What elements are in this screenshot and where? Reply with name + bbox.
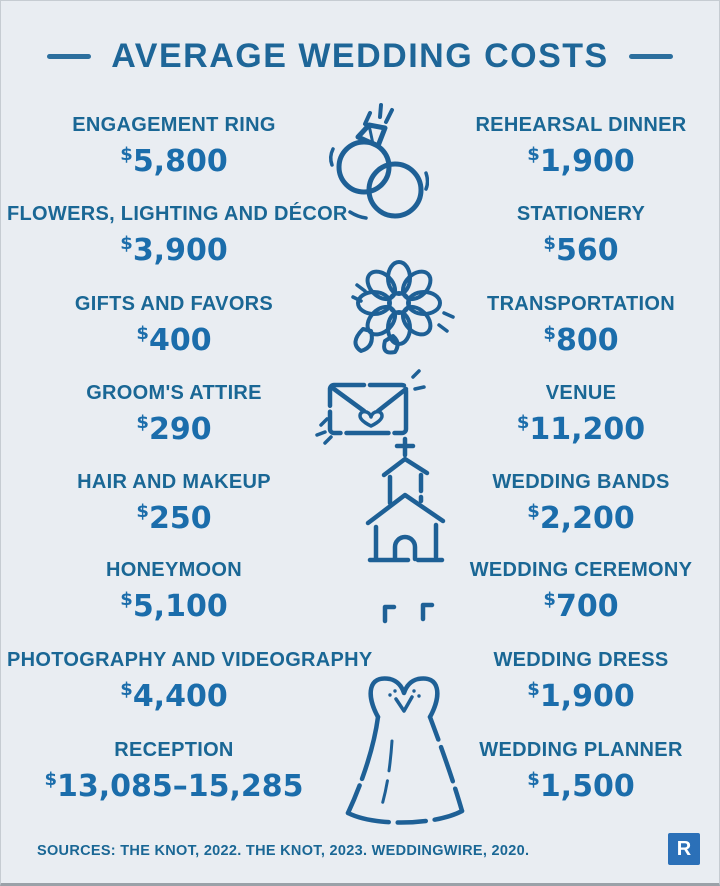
cost-label: WEDDING CEREMONY — [469, 559, 693, 581]
cost-price: $250 — [136, 501, 212, 536]
cost-label: VENUE — [545, 382, 617, 404]
cost-label: GIFTS AND FAVORS — [74, 293, 274, 315]
title-dash-right — [629, 54, 673, 59]
cost-label: WEDDING DRESS — [493, 649, 669, 671]
dollar-sign: $ — [527, 501, 540, 522]
cost-item-photography-videography — [7, 648, 373, 714]
dollar-sign: $ — [120, 589, 133, 610]
dollar-sign: $ — [543, 323, 556, 344]
cost-item-wedding-dress — [451, 648, 711, 714]
cost-item-transportation — [451, 292, 711, 358]
cost-label: RECEPTION — [114, 739, 234, 761]
cost-price: $800 — [543, 323, 619, 358]
wedding-dress-icon — [332, 591, 477, 829]
church-icon — [348, 435, 463, 563]
cost-label: PHOTOGRAPHY AND VIDEOGRAPHY — [7, 649, 373, 671]
dollar-sign: $ — [136, 412, 149, 433]
cost-item-wedding-planner — [451, 738, 711, 804]
cost-label: HAIR AND MAKEUP — [77, 471, 271, 493]
dollar-sign: $ — [543, 233, 556, 254]
cost-price: $290 — [136, 412, 212, 447]
cost-label: STATIONERY — [516, 203, 646, 225]
dollar-sign: $ — [543, 589, 556, 610]
dollar-sign: $ — [527, 144, 540, 165]
cost-price: $3,900 — [120, 233, 228, 268]
engagement-rings-icon — [324, 97, 429, 222]
flower-icon — [341, 247, 456, 355]
page-title: AVERAGE WEDDING COSTS — [111, 37, 609, 75]
dollar-sign: $ — [136, 323, 149, 344]
title-dash-left — [47, 54, 91, 59]
cost-price: $5,100 — [120, 589, 228, 624]
cost-item-wedding-ceremony — [451, 558, 711, 624]
cost-price: $2,200 — [527, 501, 635, 536]
cost-price: $4,400 — [120, 679, 228, 714]
cost-item-flowers-lighting-decor — [7, 202, 348, 268]
dollar-sign: $ — [44, 769, 57, 790]
cost-item-hair-and-makeup — [7, 470, 341, 536]
cost-price: $1,900 — [527, 144, 635, 179]
dollar-sign: $ — [136, 501, 149, 522]
cost-price: $13,085–15,285 — [44, 769, 304, 804]
cost-item-reception — [7, 738, 341, 804]
title-row — [1, 37, 719, 76]
dollar-sign: $ — [516, 412, 530, 433]
cost-label: REHEARSAL DINNER — [475, 114, 687, 136]
cost-label: FLOWERS, LIGHTING AND DÉCOR — [7, 203, 348, 225]
ramsey-logo — [668, 833, 700, 865]
cost-label: WEDDING BANDS — [492, 471, 670, 493]
ramsey-logo-letter: R — [676, 838, 692, 860]
dollar-sign: $ — [120, 233, 133, 254]
cost-price: $560 — [543, 233, 619, 268]
cost-price: $1,500 — [527, 769, 635, 804]
sources-note: SOURCES: THE KNOT, 2022. THE KNOT, 2023. WEDDINGWIRE, 2020. — [37, 843, 530, 859]
cost-label: GROOM'S ATTIRE — [86, 382, 262, 404]
cost-price: $5,800 — [120, 144, 228, 179]
cost-label: WEDDING PLANNER — [479, 739, 683, 761]
cost-price: $11,200 — [516, 412, 646, 447]
cost-price: $1,900 — [527, 679, 635, 714]
cost-item-venue — [451, 381, 711, 447]
cost-item-rehearsal-dinner — [451, 113, 711, 179]
cost-item-stationery — [451, 202, 711, 268]
dollar-sign: $ — [120, 144, 133, 165]
dollar-sign: $ — [527, 679, 540, 700]
dollar-sign: $ — [120, 679, 133, 700]
cost-item-engagement-ring — [7, 113, 341, 179]
dollar-sign: $ — [527, 769, 540, 790]
cost-label: HONEYMOON — [105, 559, 243, 581]
cost-item-gifts-and-favors — [7, 292, 341, 358]
cost-label: TRANSPORTATION — [487, 293, 675, 315]
cost-price: $400 — [136, 323, 212, 358]
cost-item-grooms-attire — [7, 381, 341, 447]
cost-price: $700 — [543, 589, 619, 624]
cost-label: ENGAGEMENT RING — [72, 114, 276, 136]
cost-item-wedding-bands — [451, 470, 711, 536]
cost-item-honeymoon — [7, 558, 341, 624]
